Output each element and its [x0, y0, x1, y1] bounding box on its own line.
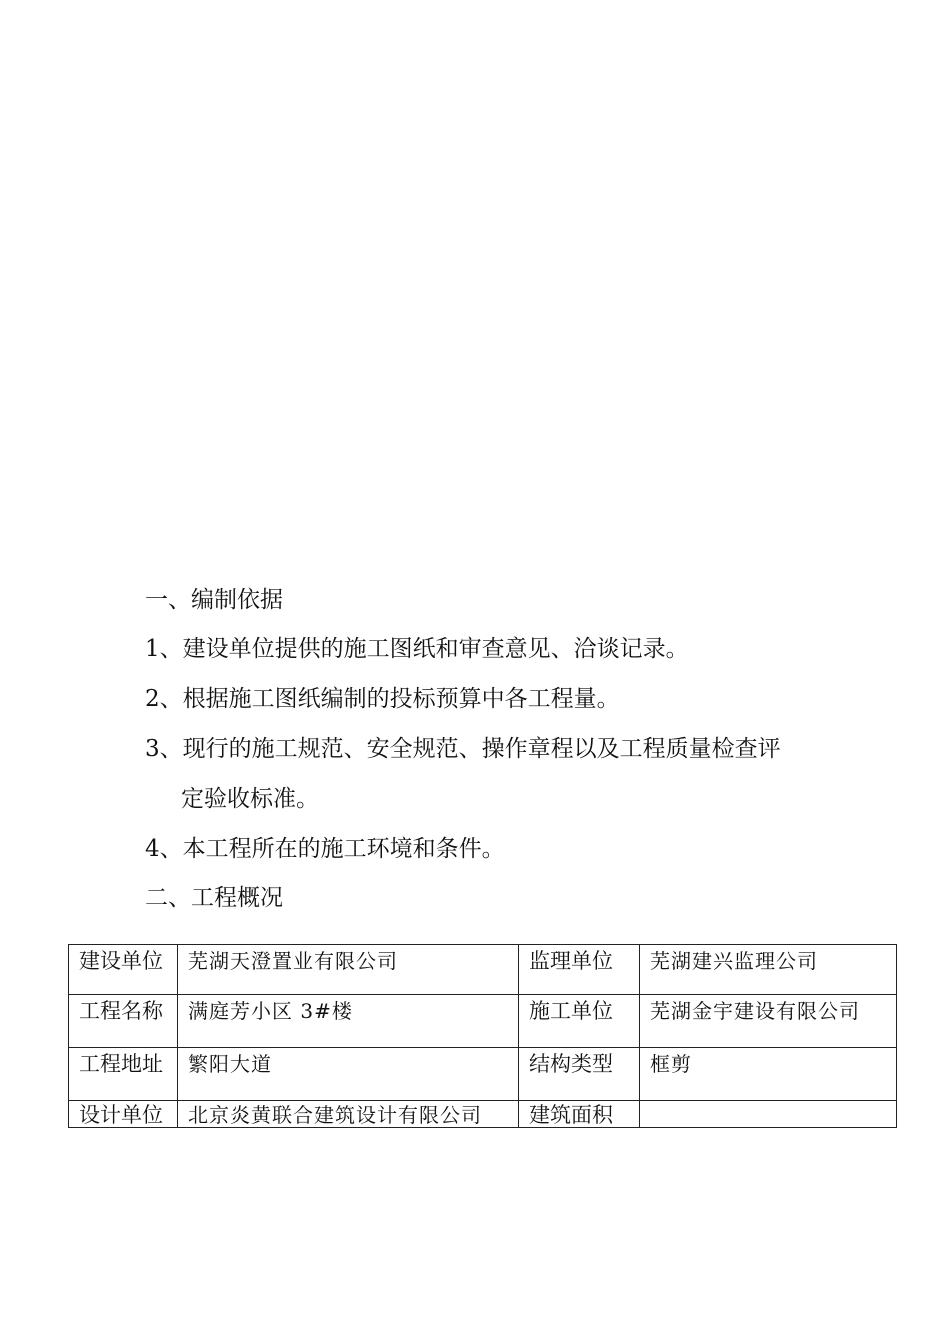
table-label-cell: 结构类型 [519, 1048, 640, 1101]
table-value-cell: 芜湖天澄置业有限公司 [178, 945, 519, 995]
table-label-cell: 工程名称 [69, 995, 178, 1048]
table-label-cell: 工程地址 [69, 1048, 178, 1101]
section-heading-overview: 二、工程概况 [145, 885, 283, 911]
table-value-cell: 繁阳大道 [178, 1048, 519, 1101]
basis-item-3-continued: 定验收标准。 [181, 786, 319, 812]
table-value-cell [640, 1101, 897, 1128]
table-row [69, 1101, 897, 1128]
basis-item-4: 4、本工程所在的施工环境和条件。 [145, 836, 505, 862]
basis-item-3: 3、现行的施工规范、安全规范、操作章程以及工程质量检查评 [145, 736, 781, 762]
table-label-cell: 建设单位 [69, 945, 178, 995]
table-label-cell: 设计单位 [69, 1101, 178, 1128]
table-value-cell: 满庭芳小区 3#楼 [178, 995, 519, 1048]
table-row [69, 945, 897, 995]
table-label-cell: 建筑面积 [519, 1101, 640, 1128]
basis-item-2: 2、根据施工图纸编制的投标预算中各工程量。 [145, 686, 620, 712]
table-label-cell: 施工单位 [519, 995, 640, 1048]
basis-item-1: 1、建设单位提供的施工图纸和审查意见、洽谈记录。 [145, 636, 689, 662]
table-row [69, 995, 897, 1048]
project-overview-table [68, 944, 897, 1128]
section-heading-basis: 一、编制依据 [145, 587, 283, 613]
table-label-cell: 监理单位 [519, 945, 640, 995]
table-value-cell: 芜湖金宇建设有限公司 [640, 995, 897, 1048]
table-value-cell: 框剪 [640, 1048, 897, 1101]
table-value-cell: 北京炎黄联合建筑设计有限公司 [178, 1101, 519, 1128]
table-value-cell: 芜湖建兴监理公司 [640, 945, 897, 995]
table-row [69, 1048, 897, 1101]
